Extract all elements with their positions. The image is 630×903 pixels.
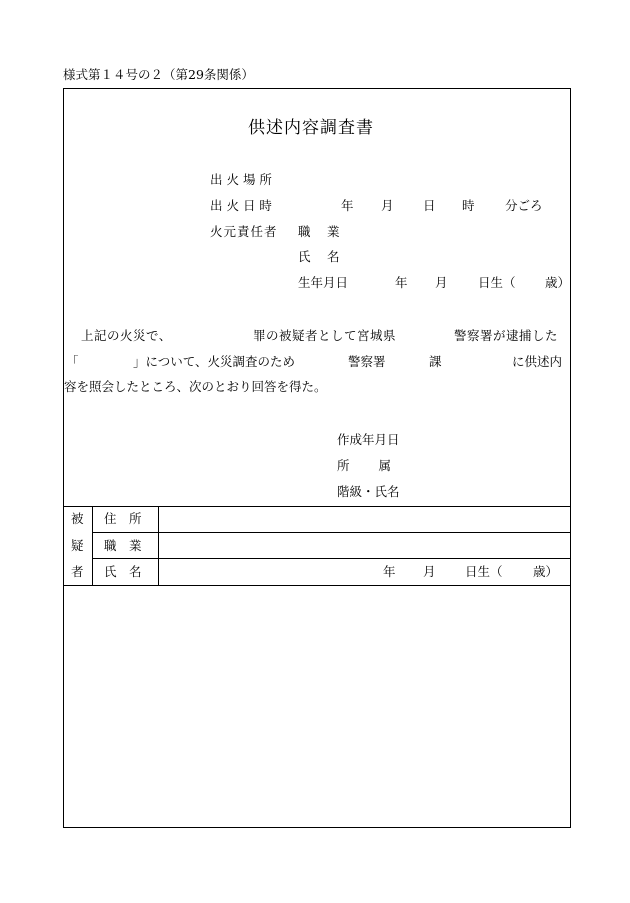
- responsible-occupation-label: 職 業: [298, 224, 340, 239]
- body-line2-b: 」について、火災調査のため: [133, 354, 296, 369]
- table-bottom-border: [63, 585, 571, 586]
- body-line3: 容を照会したところ、次のとおり回答を得た。: [64, 379, 327, 394]
- responsible-birth-month-unit: 月: [435, 275, 448, 290]
- responsible-birth-day-unit: 日生（: [478, 275, 516, 290]
- form-number: 様式第１４号の２（第29条関係）: [63, 67, 254, 82]
- suspect-side-label-1: 被: [71, 511, 84, 526]
- suspect-address-label: 住 所: [104, 511, 142, 526]
- statement-content-area[interactable]: [64, 587, 570, 827]
- suspect-name-field[interactable]: [159, 559, 570, 584]
- fire-datetime-month-unit: 月: [381, 198, 394, 213]
- fire-place-value[interactable]: [290, 170, 550, 190]
- body-line2-c: 警察署: [348, 354, 386, 369]
- fire-datetime-year-unit: 年: [341, 198, 354, 213]
- suspect-birth-month-unit: 月: [423, 564, 436, 579]
- fire-datetime-day-unit: 日: [423, 198, 436, 213]
- suspect-birth-age-unit: 歳）: [533, 564, 559, 579]
- suspect-side-label-2: 疑: [71, 538, 84, 553]
- suspect-address-field[interactable]: [159, 507, 570, 532]
- creation-date-label: 作成年月日: [337, 432, 400, 447]
- responsible-birth-age-unit: 歳）: [545, 275, 571, 290]
- suspect-side-label-3: 者: [71, 564, 84, 579]
- body-line2-a: 「: [66, 354, 79, 369]
- body-line1-b: 罪の被疑者として宮城県: [253, 328, 397, 343]
- document-title: 供述内容調査書: [248, 118, 374, 138]
- fire-datetime-label: 出 火 日 時: [210, 198, 272, 213]
- fire-datetime-minute-unit: 分ごろ: [505, 198, 543, 213]
- suspect-name-label: 氏 名: [104, 564, 142, 579]
- creation-affiliation-label: 所 属: [337, 458, 391, 473]
- fire-place-label: 出 火 場 所: [210, 172, 272, 187]
- suspect-occupation-label: 職 業: [104, 538, 142, 553]
- responsible-birth-year-unit: 年: [395, 275, 408, 290]
- suspect-birth-day-unit: 日生（: [465, 564, 503, 579]
- body-line1-a: 上記の火災で、: [81, 328, 172, 343]
- responsible-birth-label: 生年月日: [298, 275, 349, 290]
- table-side-column-divider: [92, 506, 93, 585]
- suspect-occupation-field[interactable]: [159, 533, 570, 558]
- body-line2-e: に供述内: [512, 354, 563, 369]
- responsible-name-label: 氏 名: [298, 249, 340, 264]
- suspect-birth-year-unit: 年: [383, 564, 396, 579]
- body-line2-d: 課: [429, 354, 442, 369]
- body-line1-c: 警察署が逮捕した: [454, 328, 559, 343]
- fire-responsible-label: 火元責任者: [210, 224, 278, 239]
- creation-rank-name-label: 階級・氏名: [337, 484, 400, 499]
- fire-datetime-hour-unit: 時: [462, 198, 475, 213]
